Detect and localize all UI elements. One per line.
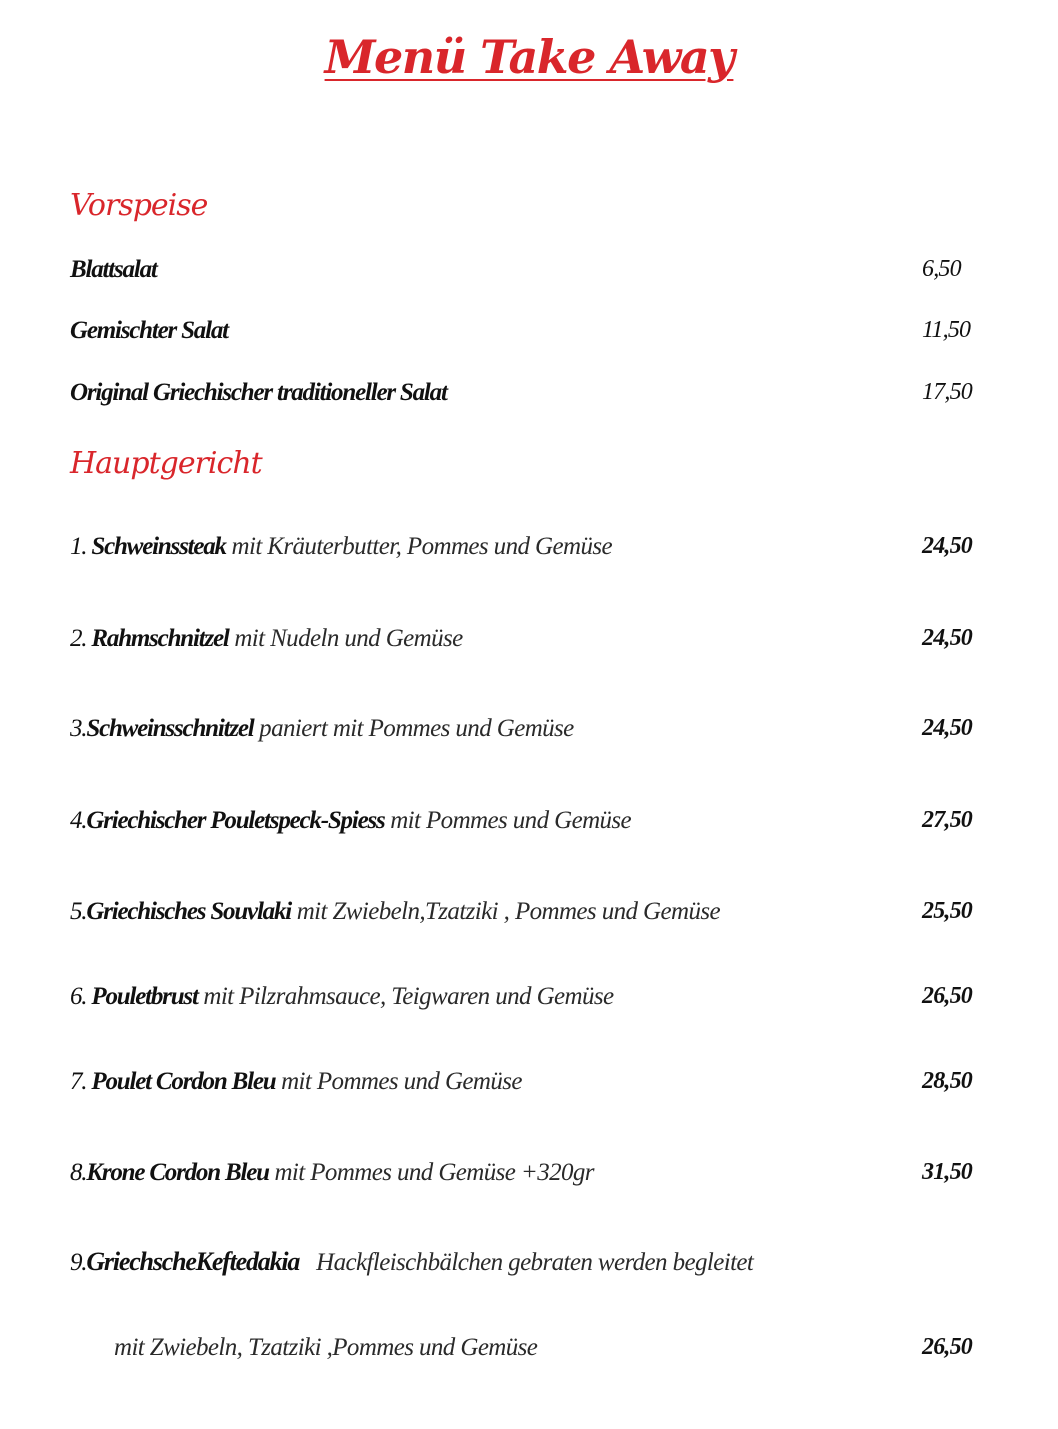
item-price: 6,50 (922, 256, 961, 282)
item-description: mit Nudeln und Gemüse (234, 625, 463, 652)
item-name-line (70, 1159, 594, 1187)
item-price: 24,50 (922, 625, 973, 651)
item-number: 3. (70, 715, 87, 742)
menu-title: Menü Take Away (324, 30, 734, 84)
item-price: 26,50 (922, 983, 973, 1009)
item-name-line (70, 1247, 753, 1277)
item-number: 4. (70, 807, 87, 834)
item-name: Krone Cordon Bleu (86, 1159, 269, 1186)
menu-item (70, 1068, 990, 1104)
menu-item (70, 317, 990, 353)
item-name: Griechischer Pouletspeck-Spiess (86, 807, 385, 834)
item-description: mit Pilzrahmsauce, Teigwaren und Gemüse (203, 983, 614, 1010)
item-price: 11,50 (922, 317, 971, 343)
item-description: mit Pommes und Gemüse (390, 807, 632, 834)
item-name-line (70, 715, 574, 743)
menu-item (70, 983, 990, 1019)
item-name-line (70, 533, 612, 561)
item-number: 2. (70, 625, 87, 652)
menu-item (70, 898, 990, 934)
item-number: 7. (70, 1068, 87, 1095)
item-price: 26,50 (922, 1334, 973, 1360)
item-name: GriechscheKeftedakia (86, 1247, 300, 1276)
item-price: 25,50 (922, 898, 973, 924)
item-name: Blattsalat (70, 256, 157, 283)
menu-item (70, 625, 990, 661)
item-name-line (70, 983, 614, 1011)
item-name: Schweinssteak (91, 533, 226, 560)
item-price: 28,50 (922, 1068, 973, 1094)
item-name-line (70, 1068, 522, 1096)
item-number: 6. (70, 983, 87, 1010)
item-description: mit Pommes und Gemüse +320gr (274, 1159, 594, 1186)
menu-item (70, 1247, 990, 1283)
item-description-line-2 (114, 1334, 537, 1362)
menu-item (70, 715, 990, 751)
item-price: 17,50 (922, 379, 973, 405)
item-description: mit Zwiebeln, Tzatziki ,Pommes und Gemüse (114, 1334, 538, 1361)
item-name-line (70, 807, 631, 835)
menu-item (70, 256, 990, 292)
item-description: Hackfleischbälchen gebraten werden begleitet (316, 1249, 754, 1276)
item-description: paniert mit Pommes und Gemüse (259, 715, 574, 742)
item-name: Original Griechischer traditioneller Salat (70, 379, 447, 406)
menu-item (70, 1159, 990, 1195)
item-name-line (70, 898, 720, 926)
item-price: 24,50 (922, 533, 973, 559)
item-name: Pouletbrust (91, 983, 198, 1010)
section-heading-hauptgericht: Hauptgericht (70, 446, 262, 481)
item-price: 27,50 (922, 807, 973, 833)
menu-item (70, 533, 990, 569)
item-name: Poulet Cordon Bleu (91, 1068, 276, 1095)
item-price: 31,50 (922, 1159, 973, 1185)
item-number: 8. (70, 1159, 87, 1186)
menu-item (70, 379, 990, 415)
item-number: 9. (70, 1249, 87, 1276)
item-name-line (70, 625, 463, 653)
item-name: Griechisches Souvlaki (86, 898, 292, 925)
item-name: Gemischter Salat (70, 317, 228, 344)
menu-item (70, 807, 990, 843)
item-name: Rahmschnitzel (91, 625, 229, 652)
item-name: Schweinsschnitzel (86, 715, 254, 742)
item-description: mit Zwiebeln,Tzatziki , Pommes und Gemüse (296, 898, 720, 925)
item-description: mit Pommes und Gemüse (281, 1068, 522, 1095)
item-description: mit Kräuterbutter, Pommes und Gemüse (231, 533, 612, 560)
section-heading-vorspeise: Vorspeise (70, 188, 208, 223)
item-number: 1. (70, 533, 87, 560)
item-number: 5. (70, 898, 87, 925)
item-price: 24,50 (922, 715, 973, 741)
menu-item-continuation (70, 1334, 990, 1370)
